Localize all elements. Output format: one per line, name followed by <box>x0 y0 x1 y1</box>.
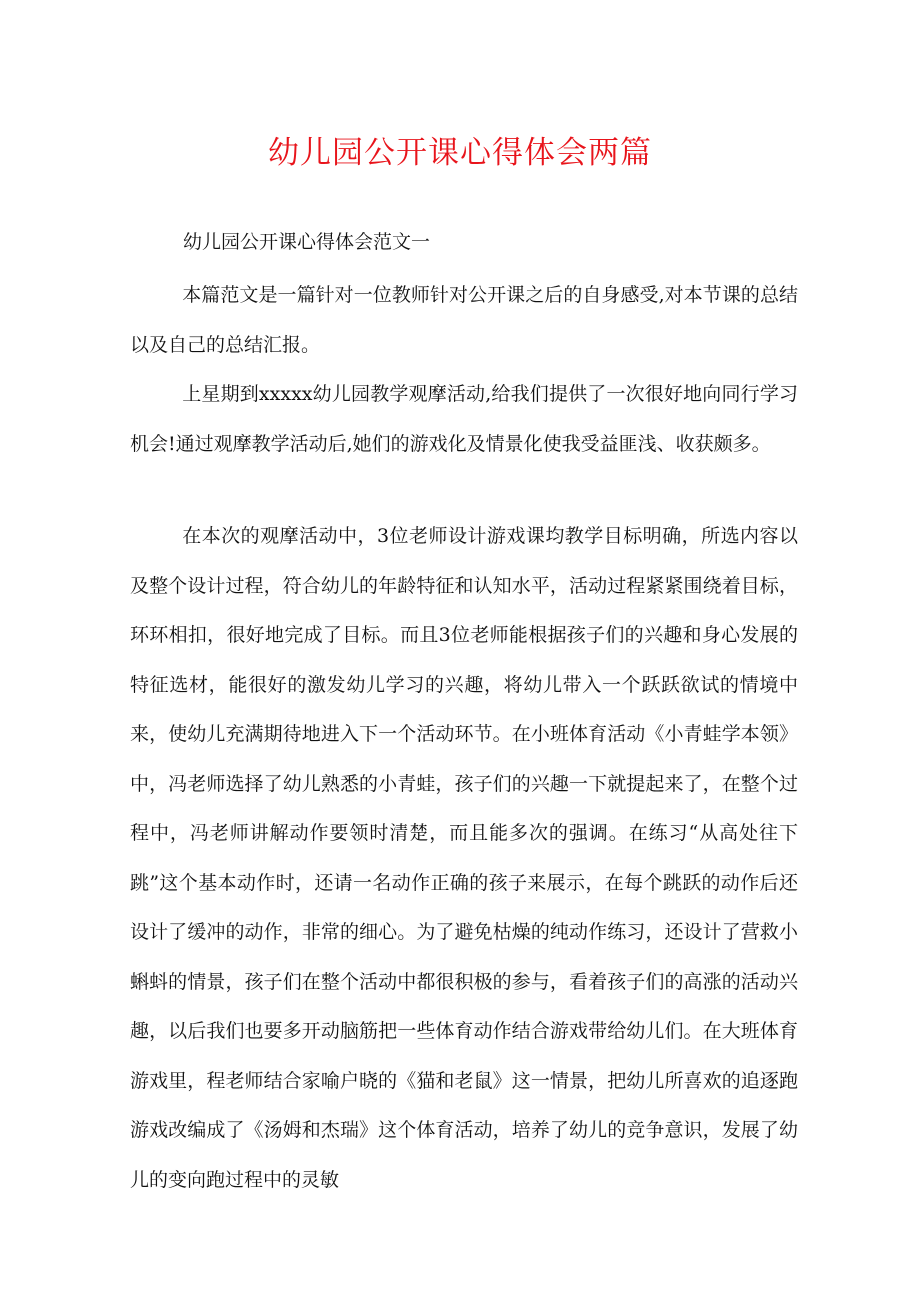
paragraph-3: 在本次的观摩活动中，3位老师设计游戏课均教学目标明确，所选内容以及整个设计过程，符合幼儿的年龄特征和认知水平，活动过程紧紧围绕着目标，环环相扣，很好地完成了目标。而且3位老师能根据孩子们的兴趣和身心发展的特征选材，能很好的激发幼儿学习的兴趣，将幼儿带入一个跃跃欲试的情境中来，使幼儿充满期待地进入下一个活动环节。在小班体育活动《小青蛙学本领》中，冯老师选择了幼儿熟悉的小青蛙，孩子们的兴趣一下就提起来了，在整个过程中，冯老师讲解动作要领时清楚，而且能多次的强调。在练习“从高处往下跳”这个基本动作时，还请一名动作正确的孩子来展示，在每个跳跃的动作后还设计了缓冲的动作，非常的细心。为了避免枯燥的纯动作练习，还设计了营救小蝌蚪的情景，孩子们在整个活动中都很积极的参与，看着孩子们的高涨的活动兴趣，以后我们也要多开动脑筋把一些体育动作结合游戏带给幼儿们。在大班体育游戏里，程老师结合家喻户晓的《猫和老鼠》这一情景，把幼儿所喜欢的追逐跑游戏改编成了《汤姆和杰瑞》这个体育活动，培养了幼儿的竞争意识，发展了幼儿的变向跑过程中的灵敏 <box>130 525 798 1191</box>
paragraph-1: 本篇范文是一篇针对一位教师针对公开课之后的自身感受,对本节课的总结以及自己的总结汇报。 <box>130 284 798 356</box>
document-title: 幼儿园公开课心得体会两篇 <box>268 135 652 171</box>
document-subtitle: 幼儿园公开课心得体会范文一 <box>183 231 431 253</box>
paragraph-2: 上星期到xxxxx幼儿园教学观摩活动,给我们提供了一次很好地向同行学习机会!通过观摩教学活动后,她们的游戏化及情景化使我受益匪浅、收获颇多。 <box>130 383 798 455</box>
